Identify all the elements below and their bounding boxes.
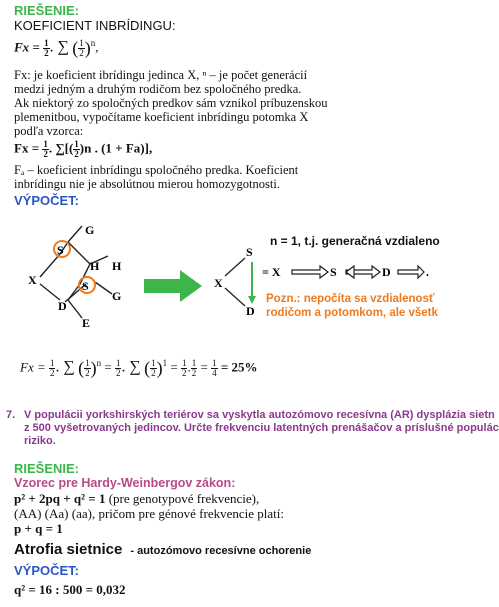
node-h-1: H — [90, 259, 100, 273]
simplified-diagram — [210, 232, 433, 342]
node-d: D — [58, 299, 67, 313]
paragraph-line-5: podľa vzorca: — [14, 124, 84, 138]
chain-d: D — [382, 265, 391, 279]
inbreeding-title: KOEFICIENT INBRÍDINGU: — [14, 18, 176, 33]
disease-description: - autozómovo recesívne ochorenie — [130, 545, 312, 557]
green-arrow-icon — [142, 268, 204, 304]
diagram-node-s: S — [246, 245, 253, 259]
chain-x: = X — [262, 265, 281, 279]
hw-title: Vzorec pre Hardy-Weinbergov zákon: — [14, 476, 236, 490]
paragraph-line-3: Ak niektorý zo spoločných predkov sám vznikol príbuzenskou — [14, 96, 328, 110]
solution-heading-2: RIEŠENIE: — [14, 461, 80, 476]
paragraph-line-1: Fx: je koeficient ibrídingu jedinca X, ⁿ – je počet generácií — [14, 68, 308, 82]
node-x: X — [28, 273, 37, 287]
calculation-heading-2: VÝPOČET: — [14, 563, 80, 578]
genotype-line: (AA) (Aa) (aa), pričom pre génové frekvencie platí: — [14, 506, 284, 521]
formula-fx-basic: Fx = $\frac{1}{2}$ . ∑ ( $\frac{1}{2}$ )$^n$, — [14, 38, 99, 58]
disease-name: Atrofia sietnice — [14, 541, 123, 558]
problem-number: 7. — [6, 409, 16, 421]
problem-line-1: V populácii yorkshirských teriérov sa vyskytla autozómovo recesívna (AR) dysplázia sietn — [24, 409, 495, 421]
pedigree-diagram — [20, 212, 160, 337]
chain-end: . — [426, 265, 429, 279]
disease-line — [14, 541, 311, 559]
paragraph-line-2: medzi jedným a druhým rodičom bez spoločného predka. — [14, 82, 302, 96]
hw-equation-1: p² + 2pq + q² = 1 (pre genotypové frekvencie), — [14, 491, 260, 506]
node-g-2: G — [112, 289, 122, 303]
note-line-1: Pozn.: nepočíta sa vzdialenosť — [266, 293, 435, 305]
chain-s: S — [330, 265, 337, 279]
node-s-2: S — [82, 279, 89, 293]
problem-line-3: riziko. — [24, 435, 56, 447]
calculation-heading: VÝPOČET: — [14, 193, 80, 208]
paragraph-line-4: plemenitbou, vypočítame koeficient inbrídingu potomka X — [14, 110, 309, 124]
formula-fx-ancestor: Fx = $\frac{1}{2}$ . ∑[( $\frac{1}{2}$ )n . (1 + Fa)], — [14, 139, 153, 159]
q-squared-calc: q² = 16 : 500 = 0,032 — [14, 582, 126, 597]
formula-fx-result: Fx = $\frac{1}{2}$ . ∑ ( $\frac{1}{2}$ )$^n$ = $\frac{1}{2}$ . ∑ ( $\frac{1}{2}$ )$^1$ = $\frac{1}{2}$ . $\frac{1}{2}$ = $\frac{1}{4}$ = 25% — [20, 358, 258, 378]
fa-line-1: Fₐ – koeficient inbrídingu spoločného predka. Koeficient — [14, 163, 299, 177]
note-line-2: rodičom a potomkom, ale všetk — [266, 307, 438, 319]
diagram-node-d: D — [246, 304, 255, 318]
node-g-1: G — [85, 223, 95, 237]
node-e: E — [82, 316, 91, 330]
node-s-1: S — [57, 243, 64, 257]
fa-line-2: inbrídingu nie je absolútnou mierou homozygotnosti. — [14, 177, 280, 191]
node-h-2: H — [112, 259, 122, 273]
diagram-node-x: X — [214, 276, 223, 290]
problem-line-2: z 500 vyšetrovaných jedincov. Určte frekvenciu latentných prenášačov a príslušné populác — [24, 422, 499, 434]
generation-label: n = 1, t.j. generačná vzdialeno — [270, 234, 440, 248]
solution-heading: RIEŠENIE: — [14, 3, 80, 18]
hw-equation-2: p + q = 1 — [14, 521, 63, 536]
